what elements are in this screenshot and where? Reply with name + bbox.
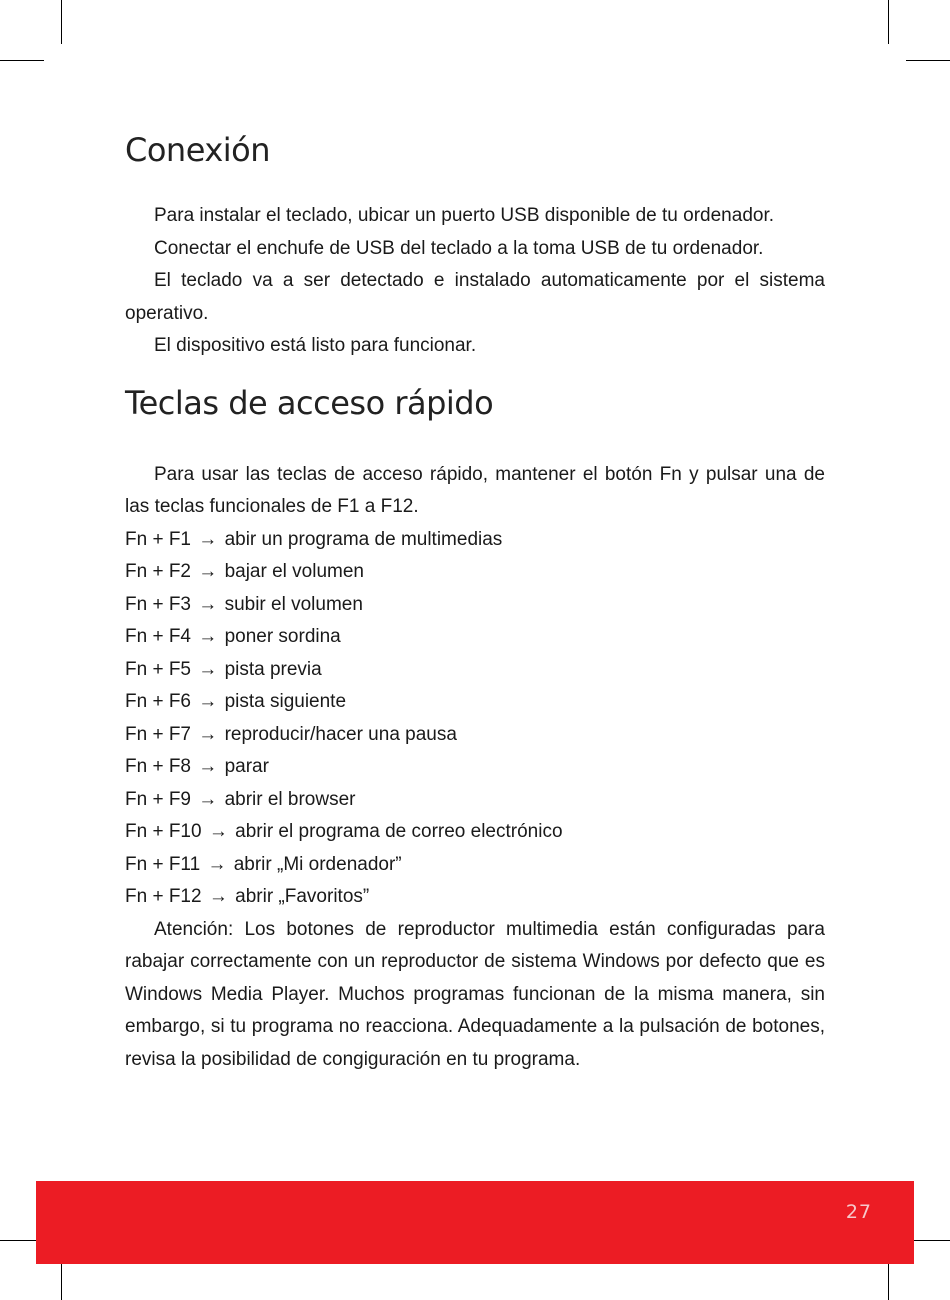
hotkey-item [125, 654, 825, 687]
hotkey-action: subir el volumen [224, 593, 363, 615]
arrow-icon: → [198, 788, 218, 810]
hotkey-keys: Fn + F11 [125, 853, 201, 875]
hotkey-action: abrir „Mi ordenador” [233, 853, 402, 875]
hotkey-item [125, 849, 825, 882]
hotkey-keys: Fn + F9 [125, 788, 191, 810]
arrow-icon: → [198, 756, 218, 777]
hotkey-action: parar [224, 756, 269, 777]
hotkey-keys: Fn + F12 [125, 886, 202, 907]
arrow-icon: → [198, 658, 218, 680]
footer-band [36, 1181, 914, 1264]
arrow-icon: → [198, 528, 218, 550]
page-content [125, 130, 825, 1076]
arrow-icon: → [198, 561, 218, 582]
attention-note: Atención: Los botones de reproductor multimedia están configuradas para rabajar correctamente con un reproductor de sistema Windows por defecto que es Windows Media Player. Muchos programas funcionan de la misma manera, sin embargo, si tu programa no reacciona. Adequadamente a la pulsación de botones, revisa la posibilidad de congiguración en tu programa. [125, 918, 825, 1070]
hotkey-action: abir un programa de multimedias [224, 528, 503, 550]
arrow-icon: → [198, 723, 218, 745]
crop-mark [61, 0, 62, 44]
hotkey-action: abrir el browser [224, 788, 356, 810]
hotkey-action: pista siguiente [224, 691, 347, 712]
hotkey-item [125, 556, 825, 589]
hotkey-keys: Fn + F10 [125, 821, 202, 842]
hotkey-item [125, 524, 825, 557]
hotkey-keys: Fn + F8 [125, 756, 191, 777]
connection-paragraph: Para instalar el teclado, ubicar un puerto USB disponible de tu ordenador. [154, 205, 775, 226]
hotkey-list [125, 524, 825, 914]
arrow-icon: → [208, 886, 228, 907]
hotkey-keys: Fn + F2 [125, 561, 191, 582]
hotkey-item [125, 719, 825, 752]
hotkey-action: bajar el volumen [224, 561, 364, 582]
hotkey-item [125, 816, 825, 849]
hotkey-keys: Fn + F6 [125, 691, 191, 712]
hotkey-action: reproducir/hacer una pausa [224, 723, 457, 745]
hotkey-keys: Fn + F1 [125, 528, 191, 550]
page-number: 27 [845, 1201, 872, 1223]
hotkey-action: abrir „Favoritos” [235, 886, 370, 907]
connection-paragraph: Conectar el enchufe de USB del teclado a la toma USB de tu ordenador. [154, 237, 764, 259]
hotkey-action: pista previa [224, 658, 322, 680]
hotkey-keys: Fn + F5 [125, 658, 191, 680]
hotkey-action: poner sordina [224, 626, 341, 647]
connection-heading: Conexión [125, 131, 271, 169]
hotkey-action: abrir el programa de correo electrónico [235, 821, 563, 842]
crop-mark [888, 0, 889, 44]
crop-mark [0, 60, 44, 61]
hotkey-keys: Fn + F4 [125, 626, 191, 647]
arrow-icon: → [208, 821, 228, 842]
hotkey-item [125, 621, 825, 654]
connection-section [125, 200, 825, 363]
arrow-icon: → [198, 691, 218, 712]
hotkey-item [125, 881, 825, 914]
arrow-icon: → [198, 626, 218, 647]
hotkeys-section [125, 459, 825, 1077]
hotkeys-heading: Teclas de acceso rápido [125, 383, 494, 422]
crop-mark [906, 60, 950, 61]
hotkey-keys: Fn + F3 [125, 593, 191, 615]
connection-paragraph: El dispositivo está listo para funcionar. [154, 335, 477, 356]
hotkey-item [125, 589, 825, 622]
hotkey-item [125, 751, 825, 784]
hotkey-keys: Fn + F7 [125, 723, 191, 745]
arrow-icon: → [198, 593, 218, 615]
hotkeys-intro: Para usar las teclas de acceso rápido, mantener el botón Fn y pulsar una de las teclas funcionales de F1 a F12. [125, 463, 825, 517]
hotkey-item [125, 784, 825, 817]
hotkey-item [125, 686, 825, 719]
arrow-icon: → [207, 853, 227, 875]
connection-paragraph: El teclado va a ser detectado e instalado automaticamente por el sistema operativo. [125, 270, 825, 324]
